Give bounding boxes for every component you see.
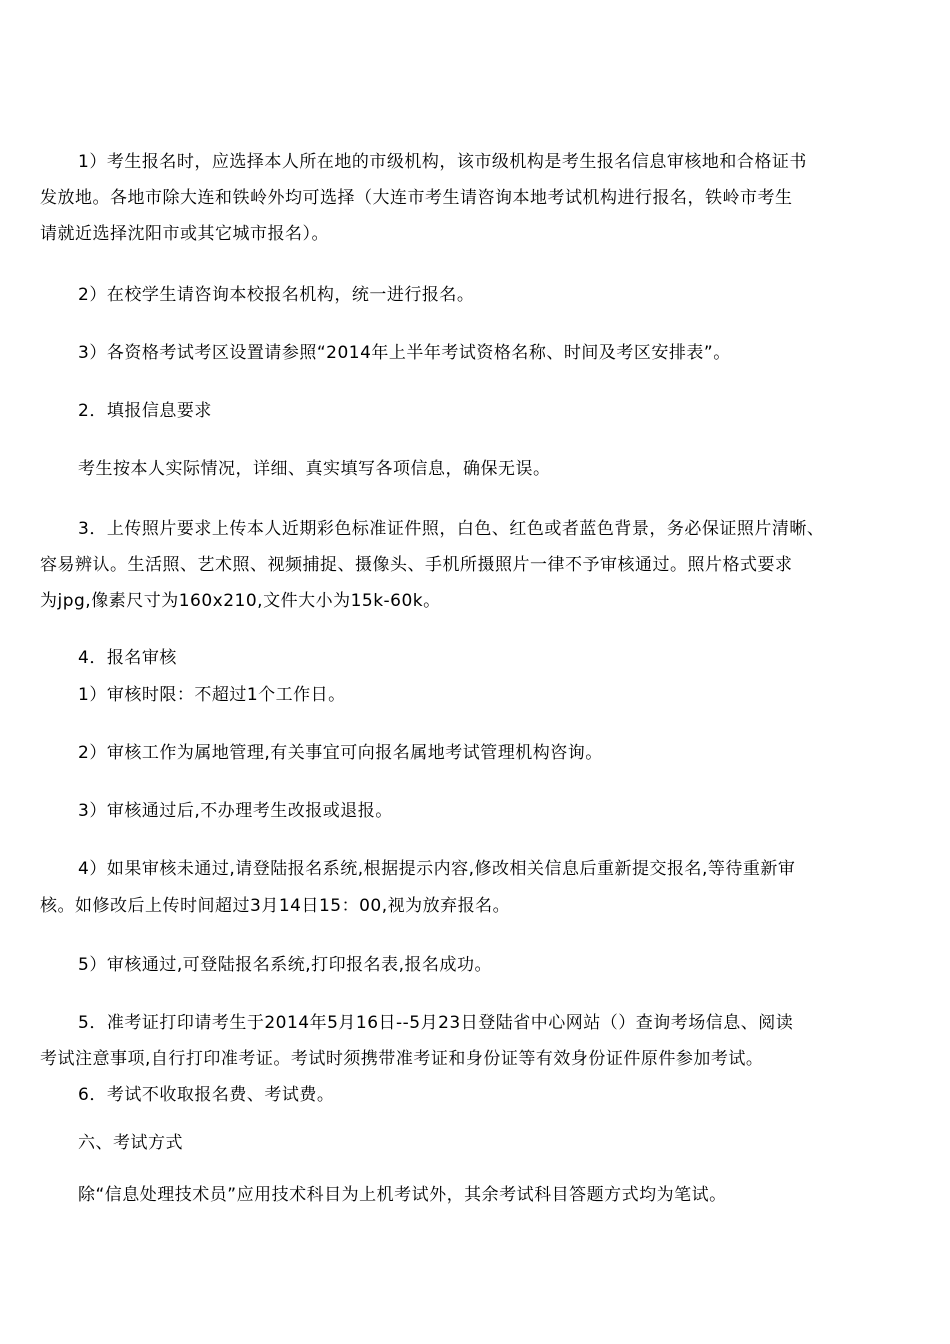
para-photo-line-3: 为jpg,像素尺寸为160x210,文件大小为15k-60k。	[40, 591, 441, 611]
para-photo-line-2: 容易辨认。生活照、艺术照、视频捕捉、摄像头、手机所摄照片一律不予审核通过。照片格式要求	[40, 555, 793, 575]
review-item-4-line-1: 4）如果审核未通过,请登陆报名系统,根据提示内容,修改相关信息后重新提交报名,等待重新审	[78, 859, 796, 879]
para-photo-line-1: 3．上传照片要求上传本人近期彩色标准证件照，白色、红色或者蓝色背景，务必保证照片清晰、	[78, 519, 825, 539]
para-1-line-2: 发放地。各地市除大连和铁岭外均可选择（大连市考生请咨询本地考试机构进行报名，铁岭市考生	[40, 188, 793, 208]
para-2: 2）在校学生请咨询本校报名机构，统一进行报名。	[78, 285, 475, 305]
para-admission-line-1: 5．准考证打印请考生于2014年5月16日--5月23日登陆省中心网站（）查询考场信息、阅读	[78, 1013, 794, 1033]
review-item-2: 2）审核工作为属地管理,有关事宜可向报名属地考试管理机构咨询。	[78, 743, 603, 763]
review-item-5: 5）审核通过,可登陆报名系统,打印报名表,报名成功。	[78, 955, 493, 975]
para-3: 3）各资格考试考区设置请参照“2014年上半年考试资格名称、时间及考区安排表”。	[78, 343, 731, 363]
para-fill-info: 考生按本人实际情况，详细、真实填写各项信息，确保无误。	[78, 459, 551, 479]
para-admission-line-2: 考试注意事项,自行打印准考证。考试时须携带准考证和身份证等有效身份证件原件参加考试。	[40, 1049, 764, 1069]
review-item-3: 3）审核通过后,不办理考生改报或退报。	[78, 801, 393, 821]
para-no-fee: 6．考试不收取报名费、考试费。	[78, 1085, 335, 1105]
heading-exam-method: 六、考试方式	[78, 1133, 183, 1153]
para-1-line-3: 请就近选择沈阳市或其它城市报名）。	[40, 224, 329, 244]
para-exam-method: 除“信息处理技术员”应用技术科目为上机考试外，其余考试科目答题方式均为笔试。	[78, 1185, 727, 1205]
heading-review: 4．报名审核	[78, 648, 177, 668]
review-item-4-line-2: 核。如修改后上传时间超过3月14日15：00,视为放弃报名。	[40, 896, 511, 916]
para-1-line-1: 1）考生报名时，应选择本人所在地的市级机构，该市级机构是考生报名信息审核地和合格证书	[78, 152, 807, 172]
review-item-1: 1）审核时限：不超过1个工作日。	[78, 685, 346, 705]
heading-fill-info: 2．填报信息要求	[78, 401, 212, 421]
